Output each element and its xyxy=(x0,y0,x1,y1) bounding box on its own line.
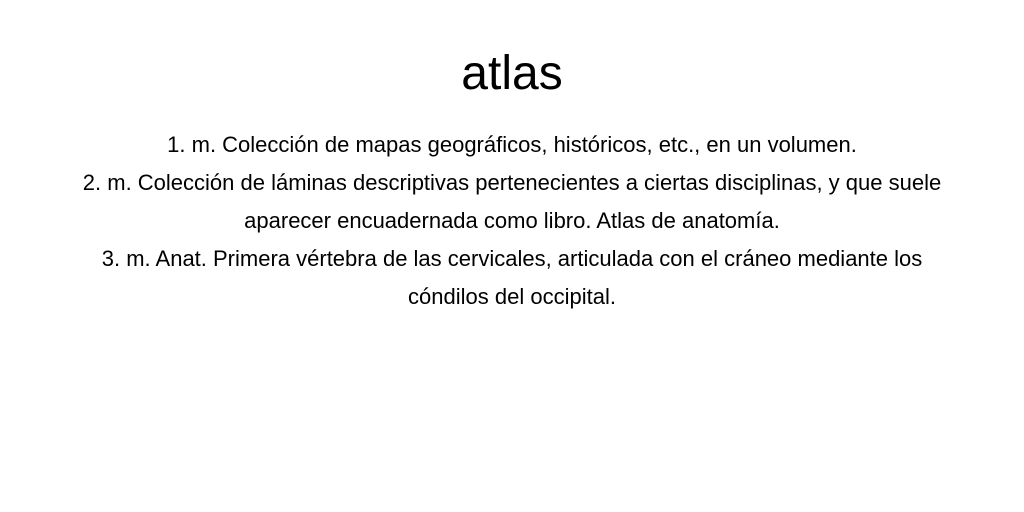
definition-item: 1. m. Colección de mapas geográficos, históricos, etc., en un volumen. xyxy=(167,132,857,157)
definition-item: 3. m. Anat. Primera vértebra de las cervicales, articulada con el cráneo mediante los cóndilos del occipital. xyxy=(101,246,923,309)
definition-list xyxy=(60,126,964,316)
headword: atlas xyxy=(461,47,563,100)
definition-item: 2. m. Colección de láminas descriptivas pertenecientes a ciertas disciplinas, y que suele aparecer encuadernada como libro. Atlas de anatomía. xyxy=(82,170,942,233)
